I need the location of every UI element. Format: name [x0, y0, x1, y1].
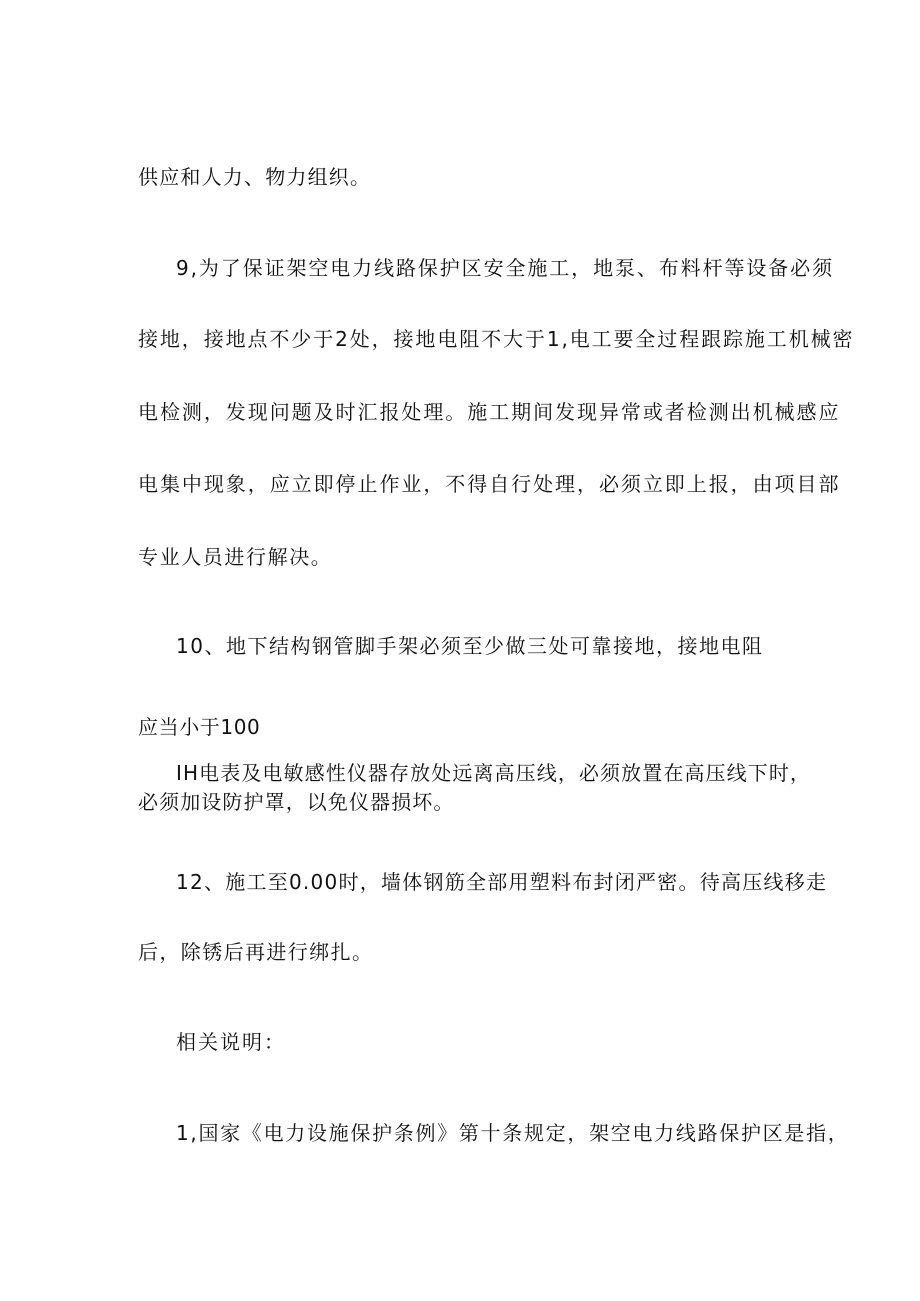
text-line: 1,国家《电力设施保护条例》第十条规定，架空电力线路保护区是指， [176, 1121, 850, 1145]
text-line: 专业人员进行解决。 [138, 545, 333, 569]
section-heading: 相关说明： [176, 1030, 286, 1054]
text-line: 9,为了保证架空电力线路保护区安全施工，地泵、布料杆等设备必须 [176, 256, 834, 280]
text-line: 电检测，发现问题及时汇报处理。施工期间发现异常或者检测出机械感应 [138, 400, 841, 424]
text-line: 电集中现象，应立即停止作业，不得自行处理，必须立即上报，由项目部 [138, 472, 841, 496]
text-line: 后，除锈后再进行绑扎。 [138, 940, 374, 964]
text-line: 12、施工至0.00时，墙体钢筋全部用塑料布封闭严密。待高压线移走 [176, 870, 828, 894]
text-line: 10、地下结构钢管脚手架必须至少做三处可靠接地，接地电阻 [176, 634, 764, 658]
text-line: 必须加设防护罩，以免仪器损坏。 [138, 790, 455, 814]
text-line: 应当小于100 [138, 715, 261, 739]
text-line: 接地，接地点不少于2处，接地电阻不大于1,电工要全过程跟踪施工机械密 [138, 327, 855, 351]
text-line: 供应和人力、物力组织。 [138, 165, 372, 189]
text-line: IH电表及电敏感性仪器存放处远离高压线，必须放置在高压线下时， [176, 761, 812, 785]
